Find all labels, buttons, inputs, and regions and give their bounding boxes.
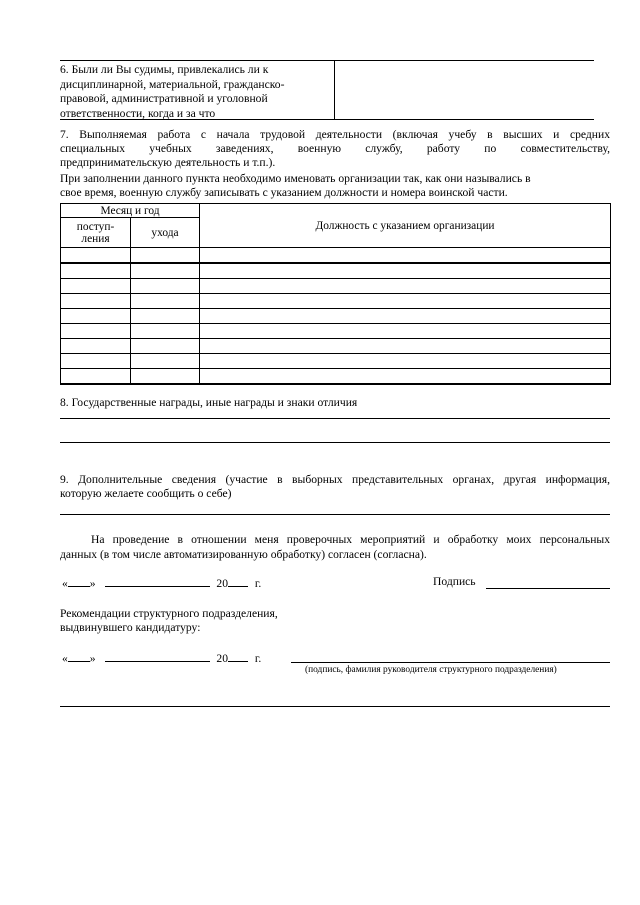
end-date-cell[interactable] bbox=[131, 369, 200, 385]
position-cell[interactable] bbox=[200, 279, 611, 294]
signature-label: Подпись bbox=[433, 575, 476, 588]
year-suffix: г. bbox=[254, 577, 262, 590]
date-line bbox=[62, 575, 261, 590]
year-suffix: г. bbox=[254, 652, 262, 665]
table-row bbox=[61, 369, 611, 385]
q6-top-border bbox=[60, 60, 594, 61]
date-open-quote: « bbox=[62, 652, 68, 665]
end-date-cell[interactable] bbox=[131, 294, 200, 309]
table-row bbox=[61, 279, 611, 294]
q9-answer-line[interactable] bbox=[60, 514, 610, 515]
year-field[interactable] bbox=[228, 575, 248, 587]
head-signature-caption: (подпись, фамилия руководителя структурного подразделения) bbox=[305, 665, 557, 675]
position-cell[interactable] bbox=[200, 309, 611, 324]
q6-label-line: 6. Были ли Вы судимы, привлекались ли к bbox=[60, 63, 269, 76]
q7-note-line: свое время, военную службу записывать с указанием должности и номера воинской части. bbox=[60, 186, 508, 199]
year-field[interactable] bbox=[228, 650, 248, 662]
table-row bbox=[61, 324, 611, 339]
position-cell[interactable] bbox=[200, 263, 611, 279]
position-cell[interactable] bbox=[200, 339, 611, 354]
position-cell[interactable] bbox=[200, 294, 611, 309]
month-field[interactable] bbox=[105, 575, 210, 587]
q6-label-line: ответственности, когда и за что bbox=[60, 106, 216, 120]
q9-line: 9. Дополнительные сведения (участие в выборных представительных органах, другая информация, bbox=[60, 473, 610, 486]
q8-label: 8. Государственные награды, иные награды и знаки отличия bbox=[60, 396, 358, 409]
position-cell[interactable] bbox=[200, 354, 611, 369]
start-date-cell[interactable] bbox=[61, 354, 131, 369]
q6-label-line: дисциплинарной, материальной, гражданско- bbox=[60, 77, 285, 91]
end-date-cell[interactable] bbox=[131, 248, 200, 264]
table-row bbox=[61, 309, 611, 324]
signature-field[interactable] bbox=[486, 588, 610, 589]
position-header bbox=[200, 204, 611, 248]
date-close-quote: » bbox=[89, 577, 96, 590]
end-date-header: ухода bbox=[131, 218, 200, 248]
end-date-cell[interactable] bbox=[131, 354, 200, 369]
q6-answer-field[interactable] bbox=[338, 63, 593, 117]
q6-label-line: правовой, административной и уголовной bbox=[60, 92, 268, 105]
start-date-header-text: поступ-ления bbox=[76, 220, 115, 245]
start-date-cell[interactable] bbox=[61, 248, 131, 264]
start-date-cell[interactable] bbox=[61, 309, 131, 324]
bottom-rule bbox=[60, 706, 610, 707]
month-field[interactable] bbox=[105, 650, 210, 662]
q6-label bbox=[60, 63, 332, 121]
position-cell[interactable] bbox=[200, 324, 611, 339]
start-date-cell[interactable] bbox=[61, 279, 131, 294]
end-date-cell[interactable] bbox=[131, 309, 200, 324]
end-date-cell[interactable] bbox=[131, 263, 200, 279]
recommendation-line: выдвинувшего кандидатуру: bbox=[60, 621, 201, 634]
year-prefix: 20 bbox=[216, 652, 228, 665]
start-date-cell[interactable] bbox=[61, 324, 131, 339]
q6-divider bbox=[334, 60, 335, 119]
year-prefix: 20 bbox=[216, 577, 228, 590]
q8-answer-line[interactable] bbox=[60, 442, 610, 443]
q7-line: специальных учебных заведениях, военную службу, работу по совместительству, bbox=[60, 142, 610, 155]
start-date-cell[interactable] bbox=[61, 369, 131, 385]
consent-line: данных (в том числе автоматизированную обработку) согласен (согласна). bbox=[60, 548, 427, 561]
month-year-header: Месяц и год bbox=[61, 204, 200, 218]
start-date-cell[interactable] bbox=[61, 263, 131, 279]
head-signature-field[interactable] bbox=[291, 662, 610, 663]
table-row bbox=[61, 354, 611, 369]
date-open-quote: « bbox=[62, 577, 68, 590]
q9-line: которую желаете сообщить о себе) bbox=[60, 487, 232, 500]
end-date-cell[interactable] bbox=[131, 279, 200, 294]
table-row bbox=[61, 339, 611, 354]
end-date-cell[interactable] bbox=[131, 339, 200, 354]
q7-line: 7. Выполняемая работа с начала трудовой деятельности (включая учебу в высших и средних bbox=[60, 128, 610, 141]
start-date-header bbox=[61, 218, 131, 248]
q8-answer-line[interactable] bbox=[60, 418, 610, 419]
position-cell[interactable] bbox=[200, 248, 611, 264]
table-row bbox=[61, 248, 611, 264]
day-field[interactable] bbox=[68, 575, 90, 587]
position-header-text: Должность с указанием организации bbox=[315, 219, 495, 232]
consent-line: На проведение в отношении меня проверочных мероприятий и обработку моих персональных bbox=[91, 533, 610, 546]
start-date-cell[interactable] bbox=[61, 294, 131, 309]
q7-line: предпринимательскую деятельность и т.п.). bbox=[60, 156, 276, 169]
position-cell[interactable] bbox=[200, 369, 611, 385]
table-row bbox=[61, 294, 611, 309]
table-row bbox=[61, 263, 611, 279]
date-close-quote: » bbox=[89, 652, 96, 665]
work-history-table bbox=[60, 203, 611, 385]
recommendation-line: Рекомендации структурного подразделения, bbox=[60, 607, 278, 620]
end-date-cell[interactable] bbox=[131, 324, 200, 339]
start-date-cell[interactable] bbox=[61, 339, 131, 354]
q7-note-line: При заполнении данного пункта необходимо именовать организации так, как они назывались в bbox=[60, 172, 531, 185]
day-field[interactable] bbox=[68, 650, 90, 662]
date-line bbox=[62, 650, 261, 665]
